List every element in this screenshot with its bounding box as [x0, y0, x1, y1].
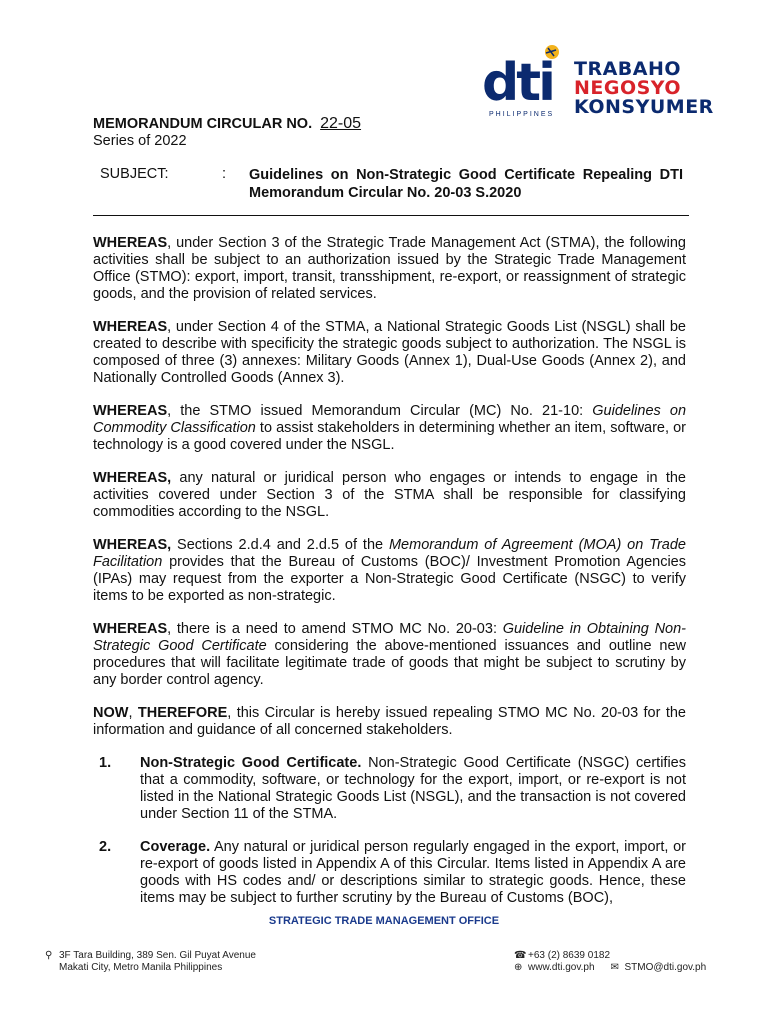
paragraph-lead: THEREFORE [137, 705, 228, 721]
paragraph-lead: WHEREAS [93, 235, 168, 251]
footer-address [45, 950, 256, 974]
footer-office-name: STRATEGIC TRADE MANAGEMENT OFFICE [268, 915, 500, 927]
slogan-trabaho: TRABAHO [574, 58, 682, 80]
dti-logo [482, 42, 570, 122]
whereas-paragraph [93, 319, 686, 387]
numbered-item [93, 839, 686, 907]
whereas-paragraph [93, 621, 686, 689]
paragraph-text: to assist stakeholders in determining whether an item, software, or technology is a good covered under the NSGL. [93, 420, 687, 453]
paragraph-text: , there is a need to amend STMO MC No. 20-03: [167, 621, 503, 637]
paragraph-lead: WHEREAS [93, 621, 168, 637]
globe-icon: ⊕ [514, 962, 523, 973]
location-pin-icon: ⚲ [45, 950, 53, 961]
whereas-paragraph [93, 470, 686, 521]
footer-phone: +63 (2) 8639 0182 [528, 950, 611, 961]
paragraph-text: , [128, 705, 138, 721]
paragraph-text: , under Section 3 of the Strategic Trade Management Act (STMA), the following activities shall be subject to an authorization issued by the Strategic Trade Management Office (STMO): export, import, transit, transshipment, re-export, or reassignment of strategic goods, and the provision of related services. [93, 235, 686, 302]
memo-series: Series of 2022 [93, 133, 187, 149]
memo-body [93, 235, 686, 923]
slogan-konsyumer: KONSYUMER [574, 96, 714, 118]
item-heading: Non-Strategic Good Certificate. [140, 755, 362, 771]
paragraph-text: , the STMO issued Memorandum Circular (MC) No. 21-10: [167, 403, 593, 419]
paragraph-text: provides that the Bureau of Customs (BOC)/ Investment Promotion Agencies (IPAs) may request from the exporter a Non-Strategic Good Certificate (NSGC) to verify items to be exported as non-strategic. [93, 554, 686, 604]
footer-website[interactable]: www.dti.gov.ph [528, 962, 595, 973]
phone-icon: ☎ [514, 950, 527, 961]
numbered-item [93, 755, 686, 823]
item-text: Any natural or juridical person regularly engaged in the export, import, or re-export of goods listed in Appendix A of this Circular. Items listed in Appendix A are goods with HS codes and/ or descriptions similar to strategic goods. Hence, these items may be subject to further scrutiny by the Bureau of Customs (BOC), [140, 839, 686, 906]
subject-colon: : [222, 166, 227, 182]
paragraph-text: , under Section 4 of the STMA, a National Strategic Goods List (NSGL) shall be created to describe with specificity the strategic goods subject to authorization. The NSGL is composed of three (3) annexes: Military Goods (Annex 1), Dual-Use Goods (Annex 2), and Nationally Controlled Goods (Annex 3). [93, 319, 686, 386]
paragraph-text: considering the above-mentioned issuances and outline new procedures that will facilitate legitimate trade of goods that might be subject to scrutiny by any border control agency. [93, 638, 686, 688]
memo-number: 22-05 [320, 115, 362, 132]
subject-label: SUBJECT: [100, 166, 169, 182]
item-number: 2. [99, 839, 112, 855]
footer-email[interactable]: STMO@dti.gov.ph [624, 962, 707, 973]
whereas-paragraph [93, 235, 686, 303]
item-heading: Coverage. [140, 839, 211, 855]
dti-logo-word: dti [482, 53, 553, 113]
paragraph-lead: NOW [93, 705, 129, 721]
subject-text: Guidelines on Non-Strategic Good Certificate Repealing DTI Memorandum Circular No. 20-03 S.2020 [249, 167, 683, 201]
slogan-negosyo: NEGOSYO [574, 77, 682, 99]
whereas-paragraph [93, 403, 686, 454]
slogan-logo [574, 60, 754, 117]
paragraph-italic: Memorandum of Agreement (MOA) on Trade Facilitation [93, 537, 686, 570]
paragraph-lead: WHEREAS, [93, 470, 172, 486]
header-divider [93, 215, 689, 216]
address-line2: Makati City, Metro Manila Philippines [59, 962, 223, 973]
item-text: Non-Strategic Good Certificate (NSGC) certifies that a commodity, software, or technology for the export, import, or re-export is not listed in the National Strategic Goods List (NSGL), and the transaction is not covered under Section 11 of the STMA. [140, 755, 686, 822]
memo-title-prefix: MEMORANDUM CIRCULAR NO. [93, 116, 313, 132]
paragraph-italic: Guideline in Obtaining Non-Strategic Good Certificate [93, 621, 686, 654]
memo-title [93, 115, 361, 133]
paragraph-lead: WHEREAS [93, 319, 168, 335]
dti-logo-sub: PHILIPPINES [489, 111, 555, 118]
item-number: 1. [99, 755, 112, 771]
mail-icon: ✉ [610, 962, 619, 973]
paragraph-italic: Guidelines on Commodity Classification [93, 403, 687, 436]
paragraph-lead: WHEREAS, [93, 537, 172, 553]
paragraph-text: Sections 2.d.4 and 2.d.5 of the [171, 537, 389, 553]
now-therefore-paragraph [93, 705, 686, 739]
footer-contacts [514, 950, 706, 974]
paragraph-text: , this Circular is hereby issued repealing STMO MC No. 20-03 for the information and guidance of all concerned stakeholders. [93, 705, 686, 738]
address-line1: 3F Tara Building, 389 Sen. Gil Puyat Avenue [59, 950, 256, 961]
paragraph-lead: WHEREAS [93, 403, 168, 419]
paragraph-text: any natural or juridical person who engages or intends to engage in the activities covered under Section 3 of the STMA shall be responsible for classifying commodities according to the NSGL. [93, 470, 686, 520]
whereas-paragraph [93, 537, 686, 605]
